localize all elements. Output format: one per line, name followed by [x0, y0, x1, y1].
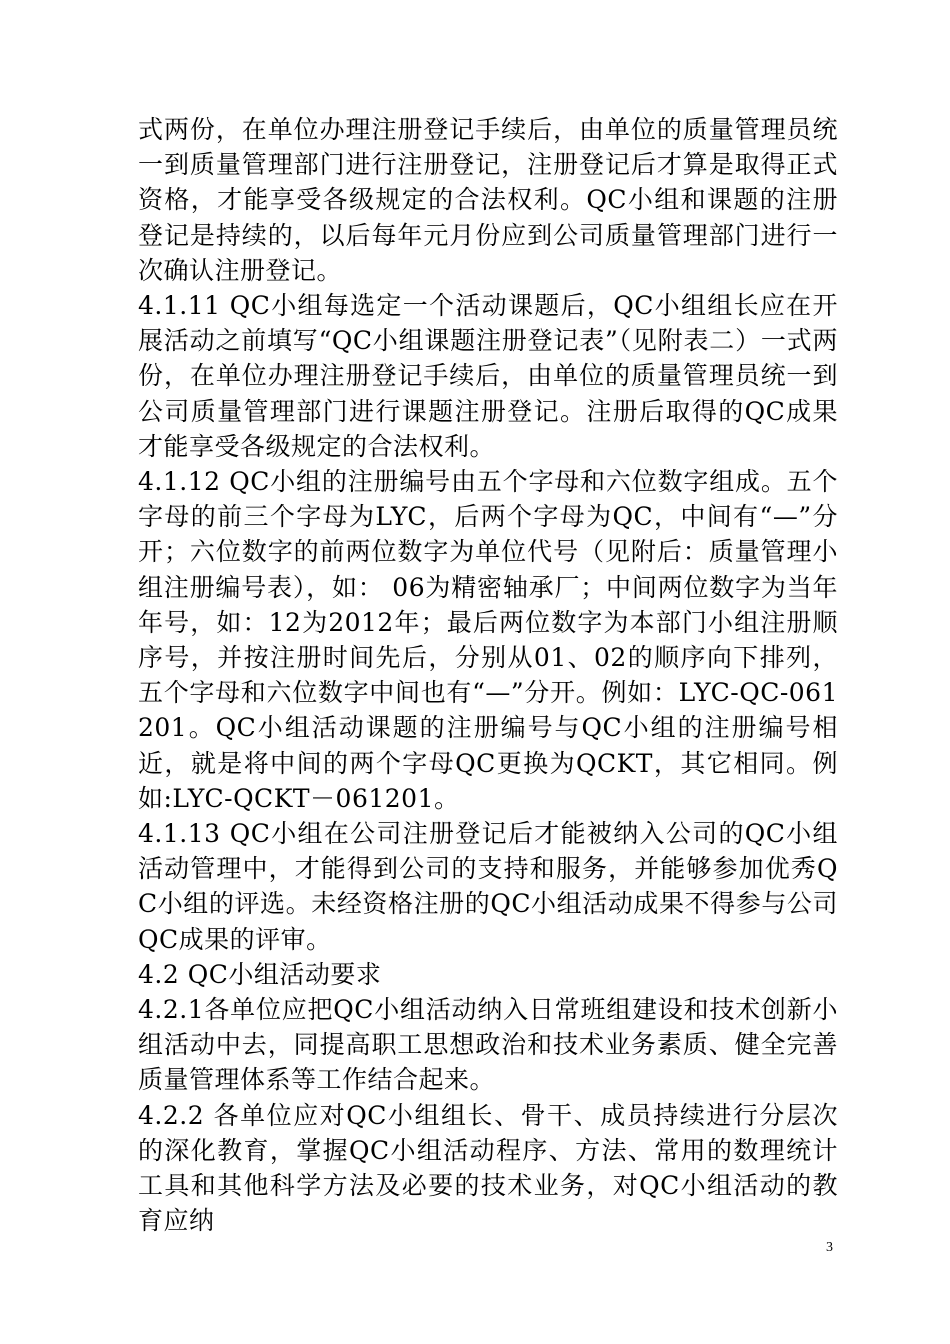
paragraph-4-1-13: 4.1.13 QC小组在公司注册登记后才能被纳入公司的QC小组活动管理中，才能得到公司的支持和服务，并能够参加优秀QC小组的评选。未经资格注册的QC小组活动成果不得参与公司QC成果的评审。 [138, 819, 838, 954]
paragraph-registration-continuation: 式两份，在单位办理注册登记手续后，由单位的质量管理员统一到质量管理部门进行注册登记，注册登记后才算是取得正式资格，才能享受各级规定的合法权利。QC小组和课题的注册登记是持续的，以后每年元月份应到公司质量管理部门进行一次确认注册登记。 [138, 115, 838, 285]
paragraph-4-1-11: 4.1.11 QC小组每选定一个活动课题后，QC小组组长应在开展活动之前填写“QC小组课题注册登记表”（见附表二）一式两份，在单位办理注册登记手续后，由单位的质量管理员统一到公司质量管理部门进行课题注册登记。注册后取得的QC成果才能享受各级规定的合法权利。 [138, 291, 838, 461]
paragraph-4-1-12: 4.1.12 QC小组的注册编号由五个字母和六位数字组成。五个字母的前三个字母为LYC，后两个字母为QC，中间有“—”分开；六位数字的前两位数字为单位代号（见附后：质量管理小组注册编号表），如： 06为精密轴承厂；中间两位数字为当年年号，如：12为2012年；最后两位数字为本部门小组注册顺序号，并按注册时间先后，分别从01、02的顺序向下排列，五个字母和六位数字中间也有“—”分开。例如：LYC-QC-061201。QC小组活动课题的注册编号与QC小组的注册编号相近，就是将中间的两个字母QC更换为QCKT，其它相同。例如:LYC-QCKT－061201。 [138, 467, 838, 813]
document-page [138, 112, 838, 1239]
page-number: 3 [826, 1240, 833, 1255]
section-heading-4-2: 4.2 QC小组活动要求 [138, 959, 382, 989]
paragraph-4-2-2: 4.2.2 各单位应对QC小组组长、骨干、成员持续进行分层次的深化教育，掌握QC小组活动程序、方法、常用的数理统计工具和其他科学方法及必要的技术业务，对QC小组活动的教育应纳 [138, 1100, 838, 1236]
paragraph-4-2-1: 4.2.1各单位应把QC小组活动纳入日常班组建设和技术创新小组活动中去，同提高职工思想政治和技术业务素质、健全完善质量管理体系等工作结合起来。 [138, 995, 838, 1095]
